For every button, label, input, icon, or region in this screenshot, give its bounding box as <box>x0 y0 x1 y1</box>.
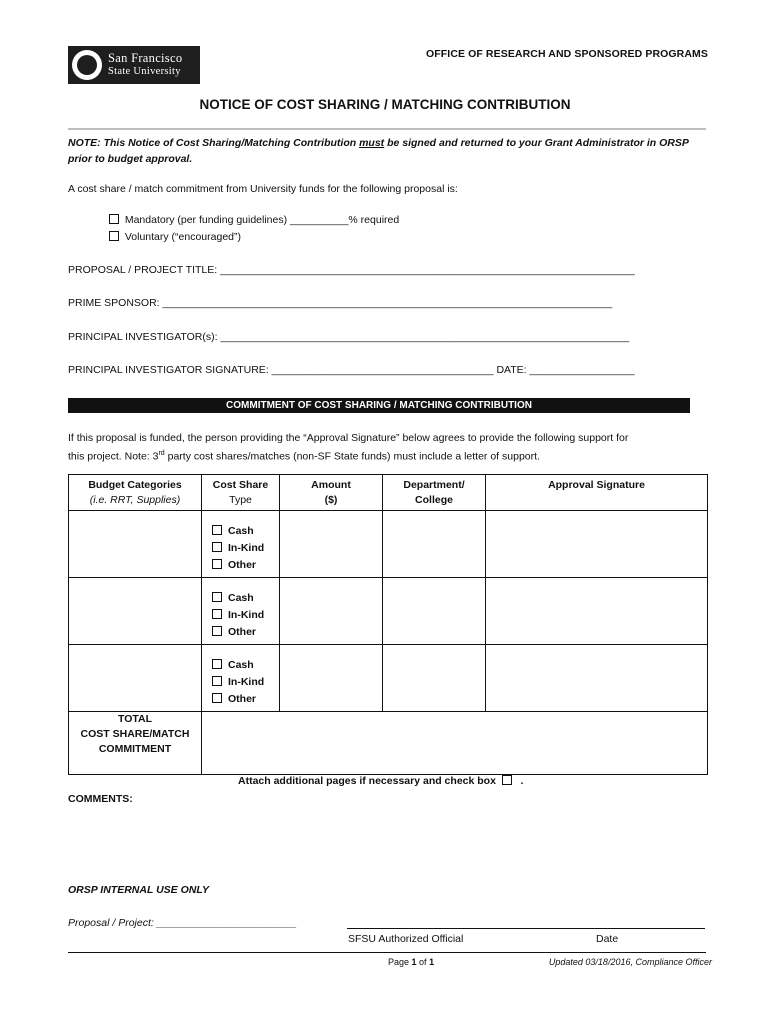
pi-field[interactable]: PRINCIPAL INVESTIGATOR(s): ______________________________________________________________________ <box>68 331 630 343</box>
project-title-field[interactable]: PROPOSAL / PROJECT TITLE: _______________________________________________________________________ <box>68 264 635 276</box>
header-approval-signature: Approval Signature <box>486 475 708 511</box>
note-text: NOTE: This Notice of Cost Sharing/Matching Contribution must be signed and returned to your Grant Administrator in ORSP prior to budget approval. <box>68 137 689 165</box>
voluntary-checkbox[interactable] <box>109 231 119 241</box>
cash-checkbox[interactable] <box>212 659 222 669</box>
other-checkbox[interactable] <box>212 559 222 569</box>
logo-line-2: State University <box>108 66 181 77</box>
cash-checkbox[interactable] <box>212 592 222 602</box>
budget-category-cell[interactable] <box>69 645 202 712</box>
department-cell[interactable] <box>383 645 486 712</box>
header-department: Department/ College <box>383 475 486 511</box>
header-budget-categories: Budget Categories (i.e. RRT, Supplies) <box>69 475 202 511</box>
title-divider <box>68 128 706 130</box>
section-header: COMMITMENT OF COST SHARING / MATCHING CONTRIBUTION <box>68 398 690 413</box>
total-row <box>69 712 708 775</box>
table-row <box>69 578 708 645</box>
total-label: TOTAL COST SHARE/MATCH COMMITMENT <box>69 712 202 775</box>
total-amount-cell[interactable] <box>202 712 708 775</box>
amount-cell[interactable] <box>280 578 383 645</box>
page-number: Page 1 of 1 <box>388 957 435 967</box>
proposal-project-field[interactable]: Proposal / Project: ________________________ <box>68 917 297 929</box>
approval-signature-cell[interactable] <box>486 578 708 645</box>
budget-category-cell[interactable] <box>69 578 202 645</box>
footer-divider <box>68 952 706 953</box>
table-row <box>69 511 708 578</box>
cash-checkbox[interactable] <box>212 525 222 535</box>
budget-category-cell[interactable] <box>69 511 202 578</box>
support-text: If this proposal is funded, the person providing the “Approval Signature” below agrees to provide the following support for this project. Note: 3rd party cost shares/matches (non-SF State funds) must include a letter of support. <box>68 432 629 463</box>
department-cell[interactable] <box>383 511 486 578</box>
amount-cell[interactable] <box>280 645 383 712</box>
approval-signature-cell[interactable] <box>486 645 708 712</box>
option-mandatory[interactable]: Mandatory (per funding guidelines) __________% required <box>109 214 399 226</box>
prime-sponsor-field[interactable]: PRIME SPONSOR: _____________________________________________________________________________ <box>68 297 613 309</box>
pi-signature-field[interactable]: PRINCIPAL INVESTIGATOR SIGNATURE: ______________________________________ DATE: __________________ <box>68 364 635 376</box>
comments-label: COMMENTS: <box>68 793 133 805</box>
intro-text: A cost share / match commitment from University funds for the following proposal is: <box>68 183 458 195</box>
department-cell[interactable] <box>383 578 486 645</box>
official-signature-line[interactable] <box>347 928 705 929</box>
internal-use-heading: ORSP INTERNAL USE ONLY <box>68 884 209 896</box>
cost-share-type-cell: Cash In-Kind Other <box>202 511 280 578</box>
in-kind-checkbox[interactable] <box>212 609 222 619</box>
mandatory-checkbox[interactable] <box>109 214 119 224</box>
option-voluntary[interactable]: Voluntary (“encouraged”) <box>109 231 241 243</box>
table-row <box>69 645 708 712</box>
logo-line-1: San Francisco <box>108 51 183 65</box>
attach-pages-note: Attach additional pages if necessary and check box . <box>238 775 524 787</box>
sfsu-logo <box>68 46 200 84</box>
university-seal-icon <box>72 50 102 80</box>
other-checkbox[interactable] <box>212 626 222 636</box>
other-checkbox[interactable] <box>212 693 222 703</box>
page-title: NOTICE OF COST SHARING / MATCHING CONTRIBUTION <box>199 97 571 112</box>
amount-cell[interactable] <box>280 511 383 578</box>
in-kind-checkbox[interactable] <box>212 542 222 552</box>
updated-note: Updated 03/18/2016, Compliance Officer <box>548 957 712 967</box>
attach-pages-checkbox[interactable] <box>502 775 512 785</box>
official-date-label: Date <box>596 933 619 945</box>
header-cost-share-type: Cost Share Type <box>202 475 280 511</box>
office-name: OFFICE OF RESEARCH AND SPONSORED PROGRAMS <box>426 48 708 60</box>
cost-share-table <box>68 474 708 775</box>
approval-signature-cell[interactable] <box>486 511 708 578</box>
cost-share-type-cell: Cash In-Kind Other <box>202 578 280 645</box>
in-kind-checkbox[interactable] <box>212 676 222 686</box>
header-amount: Amount ($) <box>280 475 383 511</box>
cost-share-type-cell: Cash In-Kind Other <box>202 645 280 712</box>
sfsu-official-label: SFSU Authorized Official <box>348 933 464 945</box>
